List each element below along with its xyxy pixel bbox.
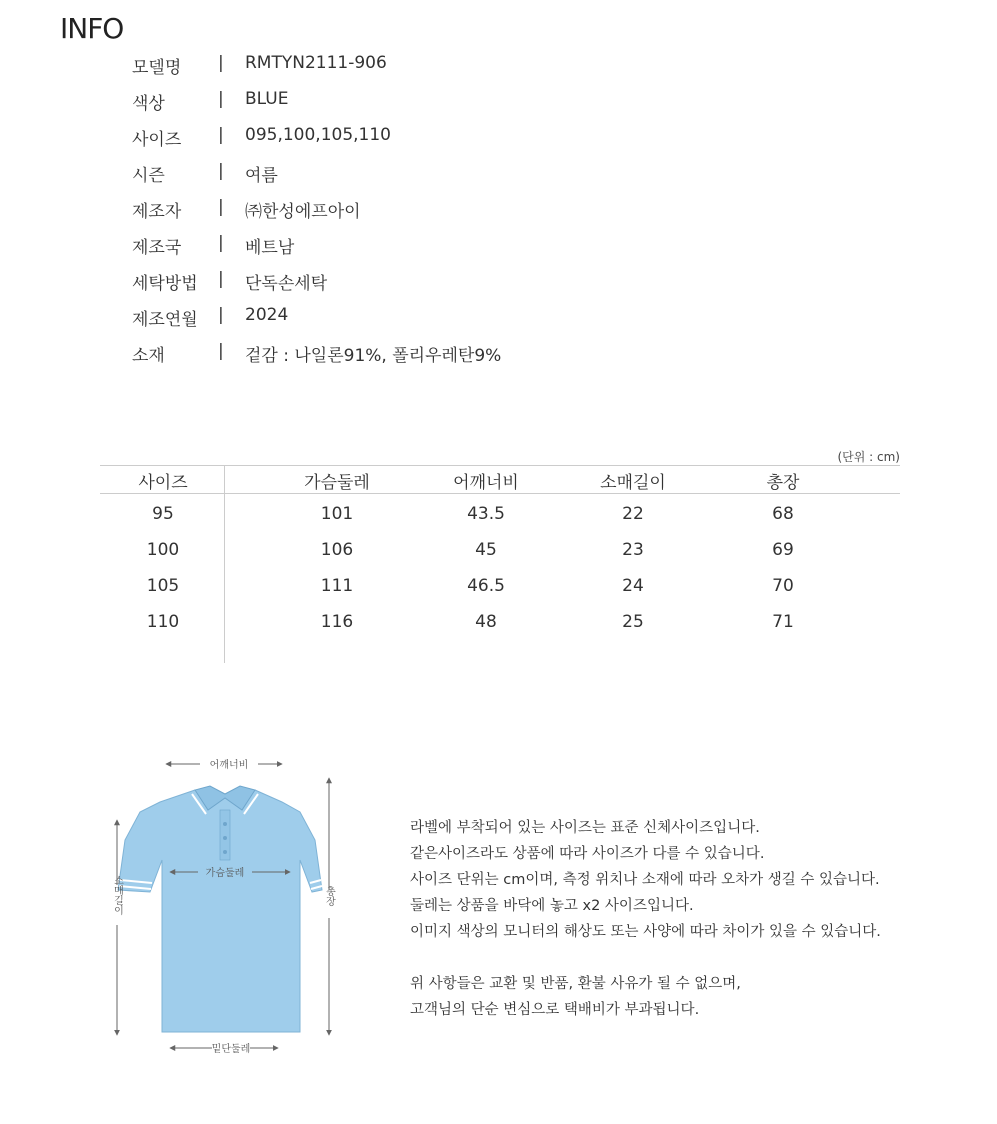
column-divider <box>224 465 225 663</box>
unit-label: (단위 : cm) <box>837 450 900 464</box>
size-notes <box>410 815 881 1023</box>
table-cell: 116 <box>320 612 354 632</box>
table-cell: 43.5 <box>467 504 505 524</box>
note-line: 위 사항들은 교환 및 반품, 환불 사유가 될 수 없으며, <box>410 976 741 992</box>
info-value: 베트남 <box>245 238 295 258</box>
info-value: RMTYN2111-906 <box>245 53 387 73</box>
note-line: 이미지 색상의 모니터의 해상도 또는 사양에 따라 차이가 있을 수 있습니다. <box>410 924 881 940</box>
shirt-diagram <box>100 750 350 1060</box>
table-cell: 101 <box>320 504 354 524</box>
info-label: 모델명 <box>132 58 182 78</box>
note-line: 라벨에 부착되어 있는 사이즈는 표준 신체사이즈입니다. <box>410 820 760 836</box>
info-label: 제조국 <box>132 238 182 258</box>
table-header-cell: 가슴둘레 <box>304 473 370 493</box>
table-cell: 100 <box>146 540 180 560</box>
info-title: INFO <box>60 12 124 45</box>
table-cell: 95 <box>152 504 174 524</box>
info-separator: | <box>218 125 224 145</box>
chest-label: 가슴둘레 <box>205 868 245 879</box>
table-cell: 111 <box>320 576 354 596</box>
info-value: 095,100,105,110 <box>245 125 392 145</box>
info-label: 제조연월 <box>132 310 198 330</box>
table-cell: 110 <box>146 612 180 632</box>
info-value: 2024 <box>245 305 289 325</box>
info-value: BLUE <box>245 89 289 109</box>
table-cell: 25 <box>622 612 644 632</box>
info-value: 겉감 : 나일론91%, 폴리우레탄9% <box>245 346 502 366</box>
table-cell: 23 <box>622 540 644 560</box>
info-label: 세탁방법 <box>132 274 198 294</box>
table-cell: 45 <box>475 540 497 560</box>
info-label: 사이즈 <box>132 130 182 150</box>
table-cell: 70 <box>772 576 794 596</box>
table-cell: 24 <box>622 576 644 596</box>
info-separator: | <box>218 161 224 181</box>
info-separator: | <box>218 89 224 109</box>
table-cell: 68 <box>772 504 794 524</box>
info-separator: | <box>218 341 224 361</box>
info-separator: | <box>218 305 224 325</box>
note-line: 사이즈 단위는 cm이며, 측정 위치나 소재에 따라 오차가 생길 수 있습니다. <box>410 872 880 888</box>
info-separator: | <box>218 269 224 289</box>
table-header-cell: 소매길이 <box>600 473 666 493</box>
info-value: ㈜한성에프아이 <box>245 202 361 222</box>
hem-label: 밑단둘레 <box>211 1044 251 1055</box>
info-label: 색상 <box>132 94 165 114</box>
length-label: 총장 <box>323 886 335 906</box>
table-header-cell: 사이즈 <box>138 473 188 493</box>
info-separator: | <box>218 53 224 73</box>
info-value: 여름 <box>245 166 278 186</box>
shoulder-label: 어깨너비 <box>209 760 249 771</box>
table-cell: 22 <box>622 504 644 524</box>
table-cell: 71 <box>772 612 794 632</box>
table-cell: 69 <box>772 540 794 560</box>
info-label: 소재 <box>132 346 165 366</box>
note-line: 같은사이즈라도 상품에 따라 사이즈가 다를 수 있습니다. <box>410 846 765 862</box>
info-label: 제조자 <box>132 202 182 222</box>
table-cell: 46.5 <box>467 576 505 596</box>
info-value: 단독손세탁 <box>245 274 328 294</box>
table-cell: 105 <box>146 576 180 596</box>
note-line: 둘레는 상품을 바닥에 놓고 x2 사이즈입니다. <box>410 898 694 914</box>
note-line <box>410 945 881 971</box>
sleeve-label: 소매길이 <box>111 875 123 915</box>
table-header-cell: 총장 <box>766 473 800 493</box>
table-cell: 106 <box>320 540 354 560</box>
info-label: 시즌 <box>132 166 165 186</box>
table-header-cell: 어깨너비 <box>453 473 519 493</box>
info-separator: | <box>218 233 224 253</box>
table-cell: 48 <box>475 612 497 632</box>
note-line: 고객님의 단순 변심으로 택배비가 부과됩니다. <box>410 1002 700 1018</box>
info-separator: | <box>218 197 224 217</box>
